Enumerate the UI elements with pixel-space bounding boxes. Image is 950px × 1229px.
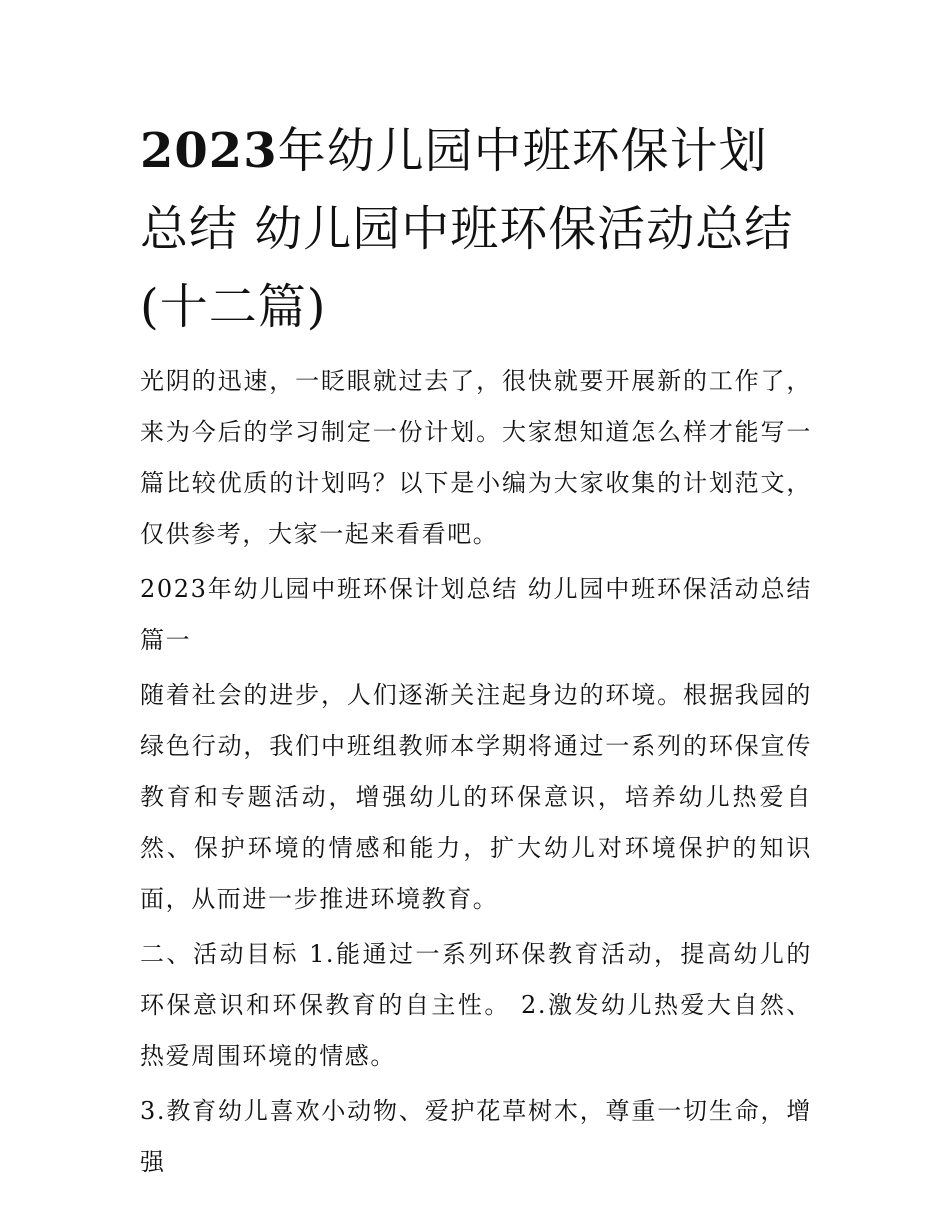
title-year: 2023 [140,123,278,179]
section-heading: 2023年幼儿园中班环保计划总结 幼儿园中班环保活动总结篇一 [140,575,812,654]
intro-paragraph: 光阴的迅速，一眨眼就过去了，很快就要开展新的工作了，来为今后的学习制定一份计划。大家想知道怎么样才能写一篇比较优质的计划吗？以下是小编为大家收集的计划范文，仅供参考，大家一起来看看吧。 [140,367,812,548]
title-text: 年幼儿园中班环保计划总结 幼儿园中班环保活动总结(十二篇) [140,123,794,335]
document-page [140,112,812,1188]
goals-paragraph: 二、活动目标 1.能通过一系列环保教育活动，提高幼儿的环保意识和环保教育的自主性。 2.激发幼儿热爱大自然、热爱周围环境的情感。 [140,940,812,1070]
document-title [140,112,812,346]
body-paragraph: 随着社会的进步，人们逐渐关注起身边的环境。根据我园的绿色行动，我们中班组教师本学期将通过一系列的环保宣传教育和专题活动，增强幼儿的环保意识，培养幼儿热爱自然、保护环境的情感和能力，扩大幼儿对环境保护的知识面，从而进一步推进环境教育。 [140,681,812,913]
goal-item-paragraph: 3.教育幼儿喜欢小动物、爱护花草树木，尊重一切生命，增强 [140,1097,812,1176]
